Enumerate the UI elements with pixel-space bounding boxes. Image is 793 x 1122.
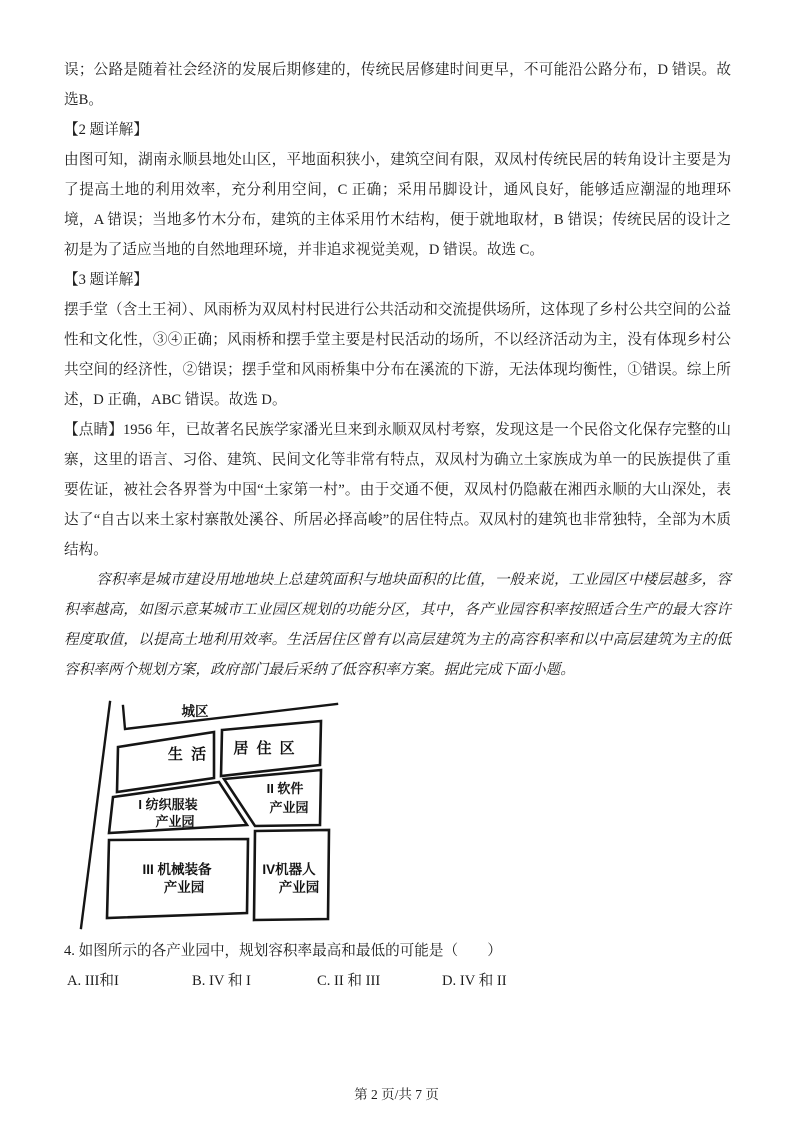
heading-q2-explanation: 【2 题详解】: [64, 122, 148, 138]
park-block-3-machinery: [107, 839, 248, 918]
heading-q3-explanation: 【3 题详解】: [64, 272, 148, 288]
page-number-footer: 第 2 页/共 7 页: [354, 1087, 439, 1102]
paragraph-stimulus-material: 容积率是城市建设用地地块上总建筑面积与地块面积的比值，一般来说，工业园区中楼层越多，容积率越高，如图示意某城市工业园区规划的功能分区，其中，各产业园容积率按照适合生产的最大容许程度取值，以提高土地利用效率。生活居住区曾有以高层建筑为主的高容积率和以中高层建筑为主的低容积率两个规划方案，政府部门最后采纳了低容积率方案。据此完成下面小题。: [64, 572, 731, 678]
paragraph-q3-explanation: 摆手堂（含土王祠）、风雨桥为双凤村村民进行公共活动和交流提供场所，这体现了乡村公共空间的公益性和文化性，③④正确；风雨桥和摆手堂主要是村民活动的场所，不以经济活动为主，没有体现乡村公共空间的经济性，②错误；摆手堂和风雨桥集中分布在溪流的下游，无法体现均衡性，①错误。综上所述，D 正确，ABC 错误。故选 D。: [64, 302, 731, 408]
tip-text: 1956 年，已故著名民族学家潘光旦来到永顺双凤村考察，发现这是一个民俗文化保存完整的山寨，这里的语言、习俗、建筑、民间文化等非常有特点，双凤村为确立土家族成为单一的民族提供了重要佐证，被社会各界誉为中国“土家第一村”。由于交通不便，双凤村仍隐蔽在湘西永顺的大山深处，表达了“自古以来土家村寨散处溪谷、所居必择高峻”的居住特点。双凤村的建筑也非常独特，全部为木质结构。: [64, 422, 731, 558]
tip-label: 【点睛】: [64, 422, 123, 438]
park-4-label-line1: IV机器人: [262, 862, 316, 877]
paragraph-answer-1-continuation: 误；公路是随着社会经济的发展后期修建的，传统民居修建时间更早，不可能沿公路分布，D 错误。故选B。: [64, 62, 731, 108]
document-body: [64, 55, 731, 996]
option-c: C. II 和 III: [317, 973, 381, 989]
question-4-text: 4. 如图所示的各产业园中，规划容积率最高和最低的可能是（ ）: [64, 943, 502, 959]
paragraph-tip: [64, 415, 731, 565]
park-2-label-line1: II 软件: [266, 781, 304, 796]
industrial-park-diagram: [78, 689, 410, 936]
park-1-label-line2: 产业园: [155, 814, 195, 829]
option-a: A. III和I: [67, 973, 119, 989]
paragraph-q2-explanation: 由图可知，湖南永顺县地处山区，平地面积狭小，建筑空间有限，双凤村传统民居的转角设计主要是为了提高土地的利用效率，充分利用空间，C 正确；采用吊脚设计，通风良好，能够适应潮湿的地理环境，A 错误；当地多竹木分布，建筑的主体采用竹木结构，便于就地取材，B 错误；传统民居的设计之初是为了适应当地的自然地理环境，并非追求视觉美观，D 错误。故选 C。: [64, 152, 731, 258]
question-4-options: [64, 966, 731, 996]
road-line-left: [81, 702, 110, 928]
option-b: B. IV 和 I: [192, 973, 251, 989]
option-d: D. IV 和 II: [442, 973, 507, 989]
park-4-label-line2: 产业园: [278, 880, 320, 895]
park-3-label-line2: 产业园: [163, 880, 205, 895]
park-1-label-line1: I 纺织服装: [138, 797, 198, 812]
residential-left-label: 生 活: [167, 746, 209, 763]
park-3-label-line1: III 机械装备: [142, 862, 212, 877]
city-label: 城区: [181, 704, 209, 719]
residential-right-label: 居 住 区: [233, 740, 297, 757]
park-2-label-line2: 产业园: [269, 800, 309, 815]
